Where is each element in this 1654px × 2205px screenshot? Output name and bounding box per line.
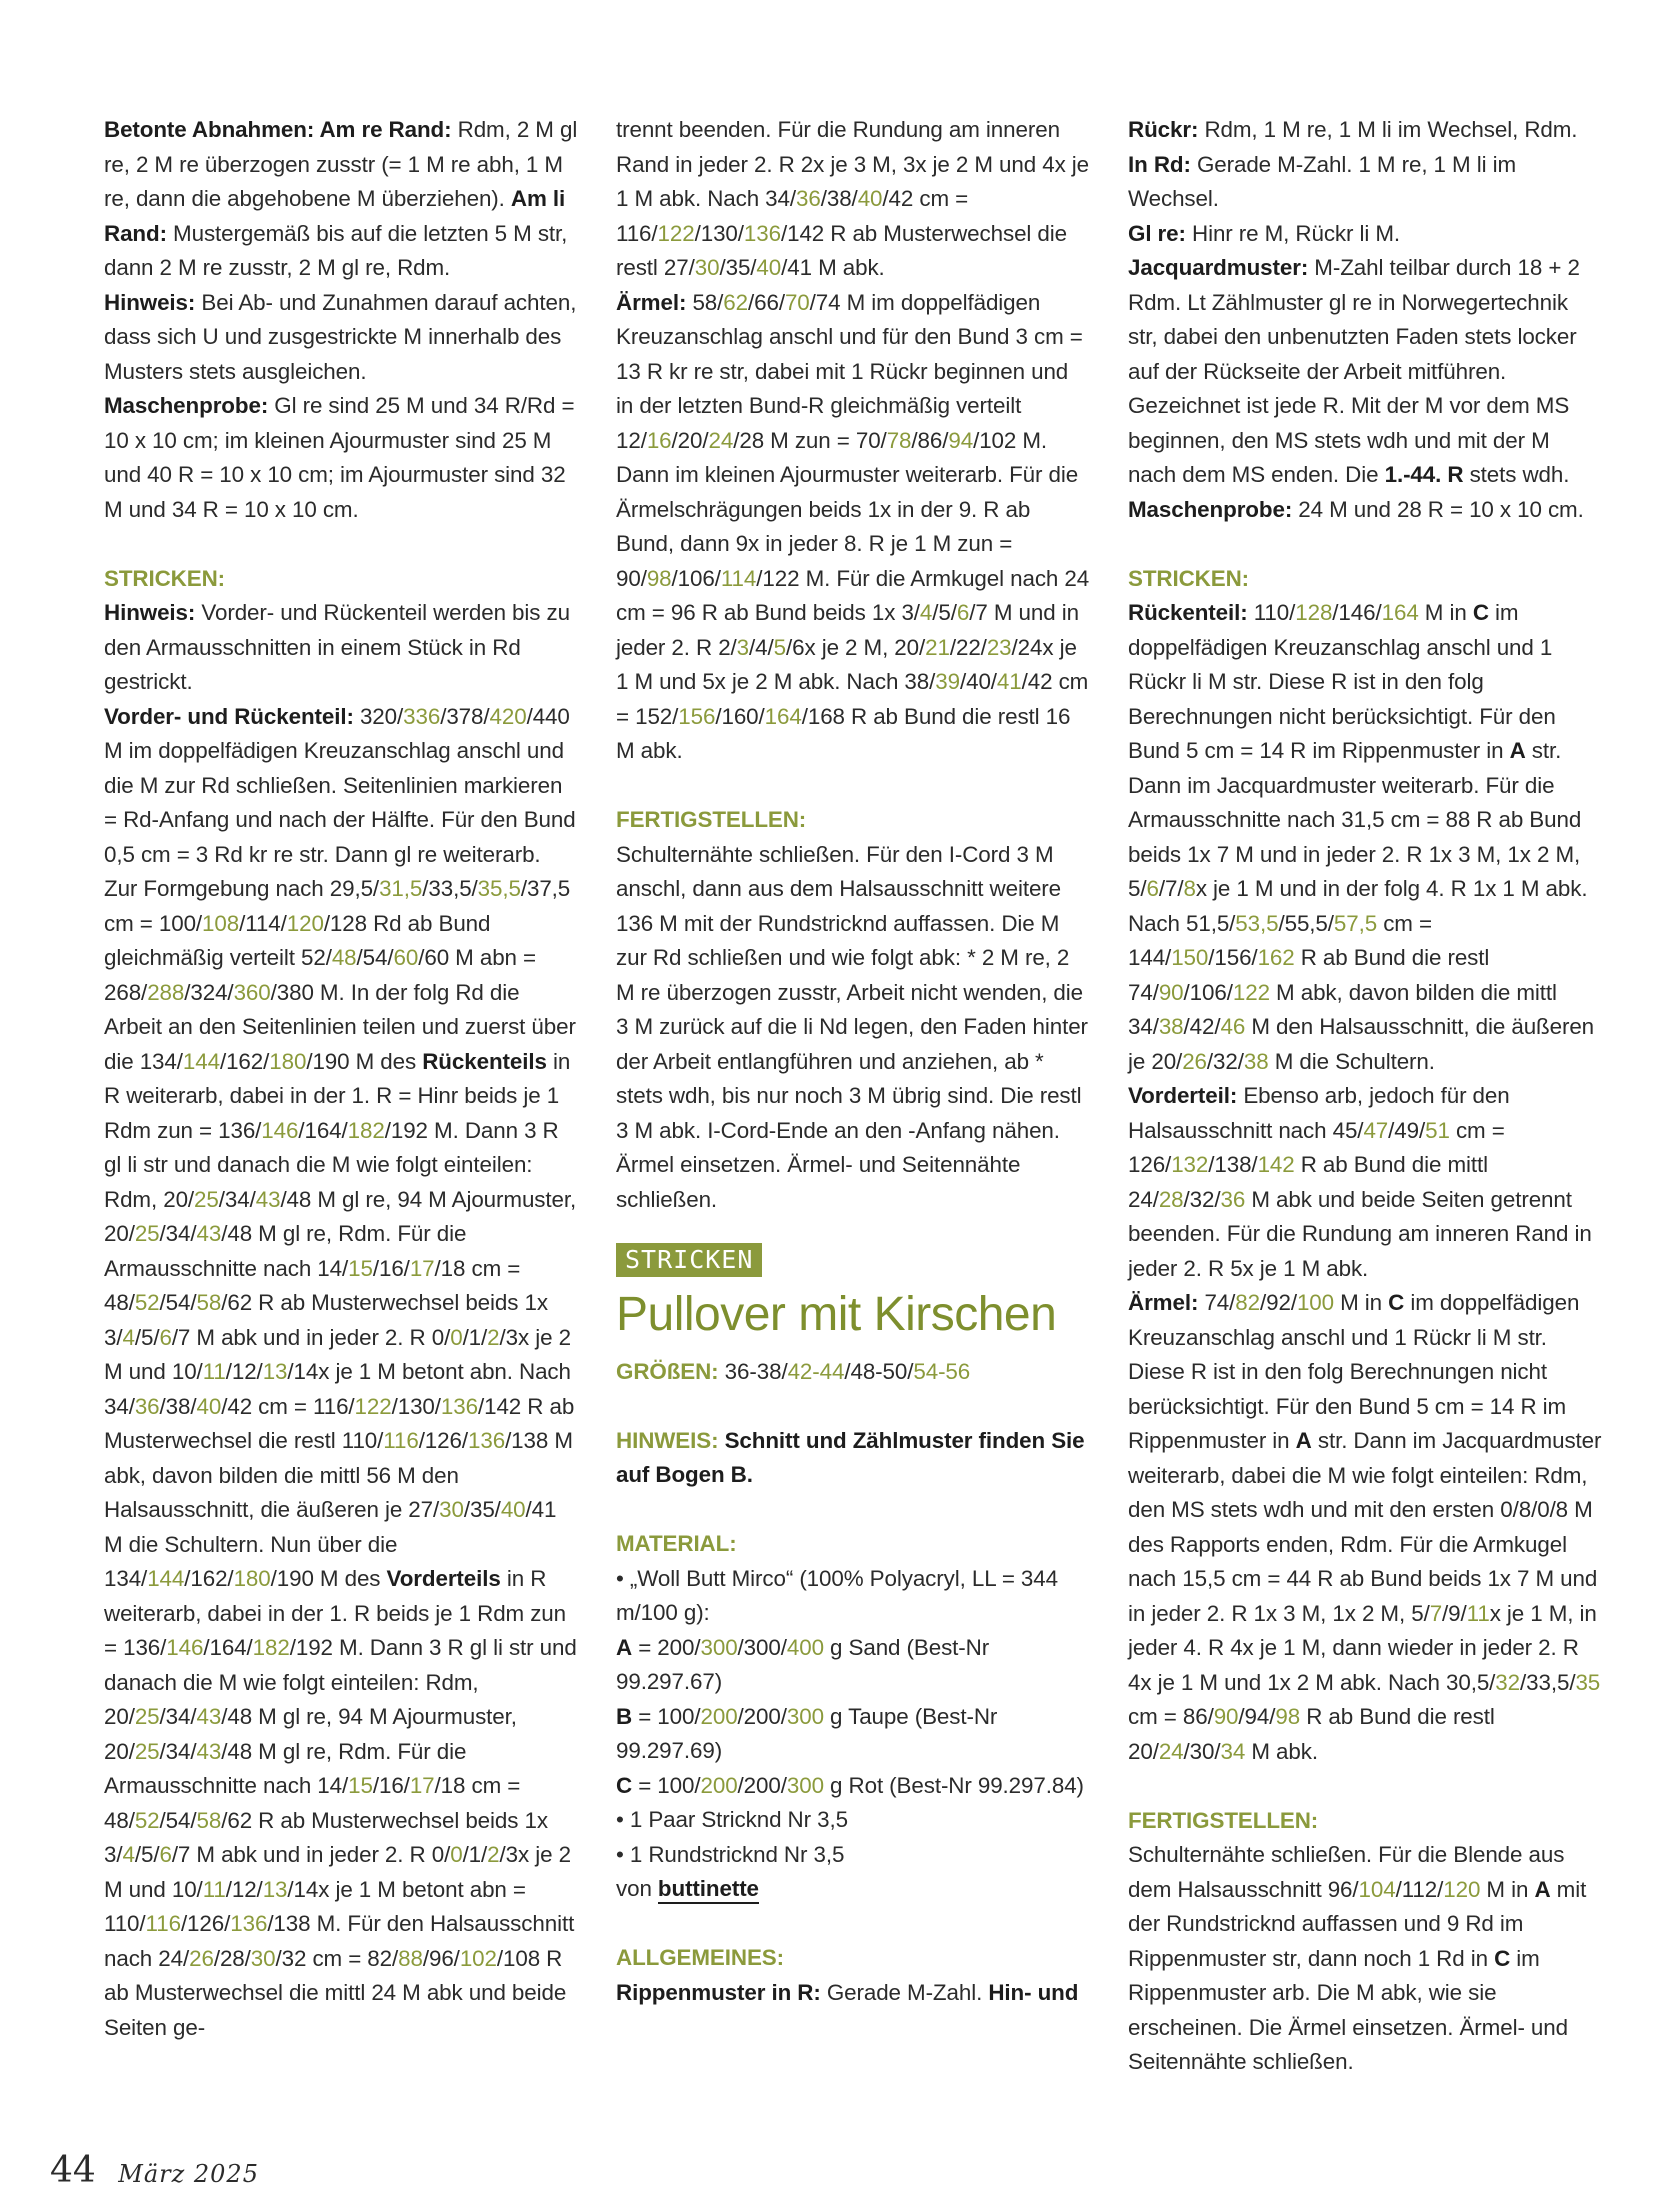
size-variant: 32 [1495,1669,1521,1695]
paragraph: Maschenprobe: 24 M und 28 R = 10 x 10 cm. [1128,496,1584,522]
size-variant: 34 [1220,1738,1246,1764]
size-variant: 0 [450,1842,463,1867]
bold-term: Maschenprobe: [104,393,269,418]
size-variant: 162 [1257,945,1295,970]
paragraph: Hinweis: Bei Ab- und Zunahmen darauf achten, dass sich U und zusgestrickte M innerhalb des Musters stets ausgleichen. [104,289,577,384]
size-variant: 24 [1158,1738,1184,1764]
size-variant: 30 [694,255,720,280]
size-variant: 30 [250,1945,276,1971]
size-variant: 4 [122,1842,135,1867]
size-variant: 53,5 [1235,910,1279,936]
bold-term: Maschenprobe: [1128,496,1293,522]
size-variant: 336 [403,703,441,729]
size-variant: 52 [134,1807,160,1833]
bold-term: Jacquardmuster: [1128,255,1309,280]
size-variant: 24 [708,427,734,453]
size-variant: 132 [1171,1152,1209,1177]
size-variant: 25 [134,1221,160,1246]
bold-term: B [616,1703,633,1729]
size-variant: 0 [450,1324,463,1350]
supplier-prefix: von [616,1876,658,1901]
bold-term: Hin- und [988,1979,1079,2005]
size-variant: 200 [700,1772,738,1798]
bold-term: Vorderteils [386,1566,501,1591]
size-variant: 128 [1295,600,1333,625]
size-variant: 25 [134,1704,160,1729]
paragraph [616,803,1091,838]
category-badge: STRICKEN [616,1243,762,1277]
size-variant: 11 [1466,1600,1490,1626]
bold-term: Gl re: [1128,220,1186,246]
paragraph: • 1 Rundstricknd Nr 3,5 [616,1841,845,1867]
bold-term: A [616,1634,633,1660]
bold-term: A [1509,738,1526,763]
hint-line [616,1424,1091,1493]
size-variant: 21 [925,634,950,660]
size-variant: 360 [233,979,271,1005]
size-variant: 36 [796,186,821,211]
bold-term: Ärmel: [616,289,687,315]
page-footer [50,2150,259,2190]
paragraph: • „Woll Butt Mirco“ (100% Polyacryl, LL = 344 m/100 g): [616,1565,1058,1625]
size-variant: 122 [1232,979,1270,1005]
paragraph: B = 100/200/200/300 g Taupe (Best-Nr 99.297.69) [616,1703,998,1763]
size-variant: 36 [1220,1186,1246,1212]
paragraph [1128,1804,1603,1839]
size-variant: 4 [919,600,933,625]
size-variant: 82 [1235,1290,1260,1315]
size-variant: 23 [986,634,1012,660]
size-variant: 6 [956,600,970,625]
size-variant: 15 [348,1773,373,1798]
size-variant: 31,5 [379,876,423,901]
size-variant: 100 [1296,1290,1335,1315]
size-variant: 58 [196,1290,222,1315]
size-variant: 40 [756,255,782,280]
size-variant: 43 [196,1738,222,1764]
size-variant: 108 [202,910,240,936]
bold-term: A [1534,1876,1551,1902]
paragraph [1128,562,1603,597]
size-variant: 420 [489,703,527,729]
size-variant: 122 [354,1393,392,1419]
size-variant: 182 [347,1117,385,1143]
size-variant: 5 [773,634,786,660]
paragraph: Vorder- und Rückenteil: 320/336/378/420/440 M im doppelfädigen Kreuzanschlag anschl und die M zur Rd schließen. Seitenlinien markieren = Rd-Anfang und nach der Hälfte. Für den Bund 0,5 cm = 3 Rd kr re str. Dann gl re weiterarb. Zur Formgebung nach 29,5/31,5/33,5/35,5/37,5 cm = 100/108/114/120/128 Rd ab Bund gleichmäßig verteilt 52/48/54/60/60 M abn = 268/288/324/360/380 M. In der folg Rd die Arbeit an den Seitenlinien teilen und zuerst über die 134/144/162/180/190 M des Rückenteils in R weiterarb, dabei in der 1. R = Hinr beids je 1 Rdm zun = 136/146/164/182/192 M. Dann 3 R gl li str und danach die M wie folgt einteilen: Rdm, 20/25/34/43/48 M gl re, 94 M Ajourmuster, 20/25/34/43/48 M gl re, Rdm. Für die Armausschnitte nach 14/15/16/17/18 cm = 48/52/54/58/62 R ab Musterwechsel beids 1x 3/4/5/6/7 M abk und in jeder 2. R 0/0/1/2/3x je 2 M und 10/11/12/13/14x je 1 M betont abn. Nach 34/36/38/40/42 cm = 116/122/130/136/142 R ab Musterwechsel die restl 110/116/126/136/138 M abk, davon bilden die mittl 56 M den Halsausschnitt, die äußeren je 27/30/35/40/41 M die Schultern. Nun über die 134/144/162/180/190 M des Vorderteils in R weiterarb, dabei in der 1. R beids je 1 Rdm zun = 136/146/164/182/192 M. Dann 3 R gl li str und danach die M wie folgt einteilen: Rdm, 20/25/34/43/48 M gl re, 94 M Ajourmuster, 20/25/34/43/48 M gl re, Rdm. Für die Armausschnitte nach 14/15/16/17/18 cm = 48/52/54/58/62 R ab Musterwechsel beids 1x 3/4/5/6/7 M abk und in jeder 2. R 0/0/1/2/3x je 2 M und 10/11/12/13/14x je 1 M betont abn = 110/116/126/136/138 M. Für den Halsausschnitt nach 24/26/28/30/32 cm = 82/88/96/102/108 R ab Musterwechsel die mittl 24 M abk und beide Seiten ge- [104,703,577,2040]
paragraph: Jacquardmuster: M-Zahl teilbar durch 18 + 2 Rdm. Lt Zählmuster gl re in Norwegertechnik str, dabei den unbenutzten Faden stets locker auf der Rückseite der Arbeit mitführen. Gezeichnet ist jede R. Mit der M vor dem MS beginnen, den MS stets wdh und mit der M nach dem MS enden. Die 1.-44. R stets wdh. [1128,255,1580,487]
size-variant: 116 [145,1911,181,1936]
hint-text: Schnitt und Zählmuster finden Sie auf Bogen B. [616,1427,1085,1487]
paragraph: C = 100/200/200/300 g Rot (Best-Nr 99.297.84) [616,1772,1084,1798]
supplier-link[interactable]: buttinette [658,1876,759,1904]
size-variant: 288 [147,979,185,1005]
size-variant: 48 [331,945,357,970]
hint-label: HINWEIS: [616,1427,719,1453]
size-variant: 8 [1183,876,1196,901]
bold-term: Rückr: [1128,117,1199,142]
size-variant: 26 [1182,1048,1207,1074]
size-variant: 35,5 [477,876,521,901]
size-variant: 136 [440,1393,478,1419]
material-list [616,1562,1091,1873]
size-variant: 150 [1171,945,1209,970]
bold-term: Rippenmuster in R: [616,1979,821,2005]
paragraph: • 1 Paar Stricknd Nr 3,5 [616,1807,848,1832]
size-variant: 300 [786,1703,824,1729]
size-variant: 26 [189,1945,214,1971]
bold-term: Betonte Abnahmen: Am re Rand: [104,117,452,142]
size-variant: 17 [409,1255,435,1281]
size-variant: 98 [646,565,672,591]
size-variant: 136 [743,220,781,246]
size-variant: 164 [1381,600,1419,625]
size-variant: 62 [723,289,748,315]
size-variant: 200 [700,1703,738,1729]
sizes-label: GRÖßEN: [616,1358,719,1384]
paragraph: Gl re: Hinr re M, Rückr li M. [1128,220,1401,246]
bold-term: Ärmel: [1128,1290,1199,1315]
section-heading: STRICKEN: [1128,565,1250,591]
size-variant: 46 [1220,1014,1246,1039]
size-variant: 120 [1443,1876,1481,1902]
paragraph: Schulternähte schließen. Für den I-Cord 3 M anschl, dann aus dem Halsausschnitt weitere 136 M mit der Rundstricknd auffassen. Die M zur Rd schließen und wie folgt abk: * 2 M re, 2 M re überzogen zusstr, Arbeit nicht wenden, die 3 M zurück auf die li Nd legen, den Faden hinter der Arbeit entlangführen und anziehen, ab * stets wdh, bis nur noch 3 M übrig sind. Die restl 3 M abk. I-Cord-Ende an den -Anfang nähen. Ärmel einsetzen. Ärmel- und Seitennähte schließen. [616,841,1088,1212]
bold-term: C [1494,1945,1511,1971]
bold-term: Vorder- und Rückenteil: [104,703,354,729]
bold-term: Hinweis: [104,600,196,625]
size-variant: 400 [786,1634,824,1660]
size-variant: 122 [657,220,695,246]
page-number: 44 [50,2150,96,2191]
size-variant: 7 [1429,1600,1443,1626]
section-heading: STRICKEN: [104,565,226,591]
size-variant: 3 [736,634,750,660]
size-variant: 52 [134,1290,160,1315]
size-variant: 146 [261,1117,299,1143]
size-variant: 60 [393,945,419,970]
paragraph: Maschenprobe: Gl re sind 25 M und 34 R/Rd = 10 x 10 cm; im kleinen Ajourmuster sind 25 M und 40 R = 10 x 10 cm; im Ajourmuster sind 32 M und 34 R = 10 x 10 cm. [104,393,575,522]
paragraph: Vorderteil: Ebenso arb, jedoch für den Halsausschnitt nach 45/47/49/51 cm = 126/132/138/142 R ab Bund die mittl 24/28/32/36 M abk und beide Seiten getrennt beenden. Für die Rundung am inneren Rand in jeder 2. R 5x je 1 M abk. [1128,1083,1592,1281]
size-variant: 2 [487,1324,500,1350]
size-variant: 38 [1243,1048,1269,1074]
size-variant: 2 [487,1842,500,1867]
paragraph: A = 200/300/300/400 g Sand (Best-Nr 99.297.67) [616,1634,990,1694]
size-variant: 25 [194,1186,219,1212]
size-variant: 43 [196,1704,222,1729]
sizes-line [616,1355,1091,1390]
size-variant: 120 [286,910,324,936]
size-variant: 57,5 [1333,910,1378,936]
size-variant: 54-56 [913,1358,971,1384]
size-variant: 142 [1257,1152,1295,1177]
size-variant: 90 [1213,1704,1239,1729]
size-variant: 38 [1158,1014,1184,1039]
size-variant: 90 [1158,979,1184,1005]
paragraph: In Rd: Gerade M-Zahl. 1 M re, 1 M li im Wechsel. [1128,151,1516,211]
text-column-left [104,113,579,2045]
issue-date: März 2025 [118,2160,259,2188]
size-variant: 17 [409,1773,435,1798]
size-variant: 146 [166,1635,204,1660]
size-variant: 28 [1158,1186,1184,1212]
size-variant: 116 [383,1428,419,1453]
size-variant: 70 [784,289,810,315]
size-variant: 41 [996,669,1022,694]
paragraph: Ärmel: 58/62/66/70/74 M im doppelfädigen Kreuzanschlag anschl und für den Bund 3 cm = 13 R kr re str, dabei mit 1 Rückr beginnen und in der letzten Bund-R gleichmäßig verteilt 12/16/20/24/28 M zun = 70/78/86/94/102 M. Dann im kleinen Ajourmuster weiterarb. Für die Ärmelschrägungen beids 1x in der 9. R ab Bund, dann 9x in jeder 8. R je 1 M zun = 90/98/106/114/122 M. Für die Armkugel nach 24 cm = 96 R ab Bund beids 1x 3/4/5/6/7 M und in jeder 2. R 2/3/4/5/6x je 2 M, 20/21/22/23/24x je 1 M und 5x je 2 M abk. Nach 38/39/40/41/42 cm = 152/156/160/164/168 R ab Bund die restl 16 M abk. [616,289,1090,763]
sizes-values: 36-38/42-44/48-50/54-56 [724,1358,971,1384]
supplier-line [616,1872,1091,1907]
size-variant: 6 [159,1842,172,1867]
text-column-middle [616,113,1091,2010]
general-text: Rippenmuster in R: Gerade M-Zahl. Hin- und [616,1979,1079,2005]
size-variant: 180 [233,1566,271,1591]
size-variant: 6 [1146,876,1159,901]
paragraph: Betonte Abnahmen: Am re Rand: Rdm, 2 M gl re, 2 M re überzogen zusstr (= 1 M re abh, 1 M re, dann die abgehobene M überziehen). Am li Rand: Mustergemäß bis auf die letzten 5 M str, dann 2 M re zusstr, 2 M gl re, Rdm. [104,117,578,280]
size-variant: 94 [948,427,974,453]
bold-term: C [1472,600,1489,625]
size-variant: 30 [439,1497,464,1522]
size-variant: 102 [459,1945,497,1971]
size-variant: 25 [134,1738,160,1764]
size-variant: 39 [935,669,960,694]
size-variant: 6 [159,1324,172,1350]
size-variant: 40 [196,1393,222,1419]
material-label: MATERIAL: [616,1531,737,1556]
size-variant: 114 [720,565,757,591]
size-variant: 40 [857,186,883,211]
size-variant: 42-44 [787,1358,845,1384]
size-variant: 43 [255,1186,281,1212]
size-variant: 47 [1363,1117,1389,1143]
bold-term: C [616,1772,633,1798]
size-variant: 144 [147,1566,185,1591]
size-variant: 13 [262,1876,288,1902]
bold-term: Hinweis: [104,289,196,315]
size-variant: 182 [252,1635,290,1660]
bold-term: Rückenteil: [1128,600,1248,625]
article-title: Pullover mit Kirschen [616,1287,1057,1341]
size-variant: 15 [348,1255,373,1281]
bold-term: 1.-44. R [1384,462,1464,487]
size-variant: 43 [196,1221,222,1246]
size-variant: 136 [468,1428,506,1453]
size-variant: 180 [269,1048,307,1074]
size-variant: 300 [786,1772,824,1798]
general-label: ALLGEMEINES: [616,1945,784,1970]
size-variant: 156 [678,703,716,729]
bold-term: In Rd: [1128,151,1191,177]
size-variant: 51 [1425,1117,1450,1143]
size-variant: 144 [182,1048,220,1074]
size-variant: 35 [1575,1669,1601,1695]
paragraph: trennt beenden. Für die Rundung am inneren Rand in jeder 2. R 2x je 3 M, 3x je 2 M und 4x je 1 M abk. Nach 34/36/38/40/42 cm = 116/122/130/136/142 R ab Musterwechsel die restl 27/30/35/40/41 M abk. [616,117,1090,280]
section-heading: FERTIGSTELLEN: [616,807,807,832]
bold-term: C [1388,1290,1405,1315]
article-header [616,1217,1091,1347]
size-variant: 13 [262,1359,288,1384]
size-variant: 36 [134,1393,160,1419]
paragraph: Rückr: Rdm, 1 M re, 1 M li im Wechsel, Rdm. [1128,117,1578,142]
size-variant: 16 [646,427,672,453]
size-variant: 164 [764,703,802,729]
paragraph: Schulternähte schließen. Für die Blende aus dem Halsausschnitt 96/104/112/120 M in A mit der Rundstricknd auffassen und 9 Rd im Rippenmuster str, dann noch 1 Rd in C im Rippenmuster arb. Die M abk, wie sie erscheinen. Die Ärmel einsetzen. Ärmel- und Seitennähte schließen. [1128,1842,1587,2074]
size-variant: 104 [1358,1876,1396,1902]
size-variant: 11 [202,1359,226,1384]
size-variant: 11 [202,1876,226,1902]
size-variant: 4 [122,1324,135,1350]
bold-term: A [1295,1428,1312,1453]
size-variant: 88 [398,1945,423,1971]
section-heading: FERTIGSTELLEN: [1128,1807,1319,1833]
bold-term: Rückenteils [422,1048,547,1074]
text-column-right [1128,113,1603,2080]
size-variant: 136 [230,1911,268,1936]
bold-term: Vorderteil: [1128,1083,1238,1108]
continued-instructions [616,113,1091,1217]
paragraph: Ärmel: 74/82/92/100 M in C im doppelfädigen Kreuzanschlag anschl und 1 Rückr li M str. Diese R ist in den folg Berechnungen nicht berücksichtigt. Für den Bund 5 cm = 14 R im Rippenmuster in A str. Dann im Jacquardmuster weiterarb, dabei die M wie folgt einteilen: Rdm, den MS stets wdh und mit den ersten 0/8/0/8 M des Rapports enden, Rdm. Für die Armkugel nach 15,5 cm = 44 R ab Bund beids 1x 7 M und in jeder 2. R 1x 3 M, 1x 2 M, 5/7/9/11x je 1 M, in jeder 4. R 4x je 1 M, dann wieder in jeder 2. R 4x je 1 M und 1x 2 M abk. Nach 30,5/32/33,5/35 cm = 86/90/94/98 R ab Bund die restl 20/24/30/34 M abk. [1128,1290,1602,1764]
size-variant: 58 [196,1807,222,1833]
bold-term: Am li Rand: [104,186,566,246]
paragraph: Hinweis: Vorder- und Rückenteil werden bis zu den Armausschnitten in einem Stück in Rd gestrickt. [104,600,570,694]
size-variant: 98 [1275,1704,1301,1729]
size-variant: 300 [700,1634,738,1660]
size-variant: 40 [500,1497,526,1522]
size-variant: 78 [886,427,912,453]
paragraph [104,562,579,597]
paragraph: Rückenteil: 110/128/146/164 M in C im doppelfädigen Kreuzanschlag anschl und 1 Rückr li M str. Diese R ist in den folg Berechnungen nicht berücksichtigt. Für den Bund 5 cm = 14 R im Rippenmuster in A str. Dann im Jacquardmuster weiterarb. Für die Armausschnitte nach 31,5 cm = 88 R ab Bund beids 1x 7 M und in jeder 2. R 1x 3 M, 1x 2 M, 5/6/7/8x je 1 M und in der folg 4. R 1x 1 M abk. Nach 51,5/53,5/55,5/57,5 cm = 144/150/156/162 R ab Bund die restl 74/90/106/122 M abk, davon bilden die mittl 34/38/42/46 M den Halsausschnitt, die äußeren je 20/26/32/38 M die Schultern. [1128,600,1595,1074]
